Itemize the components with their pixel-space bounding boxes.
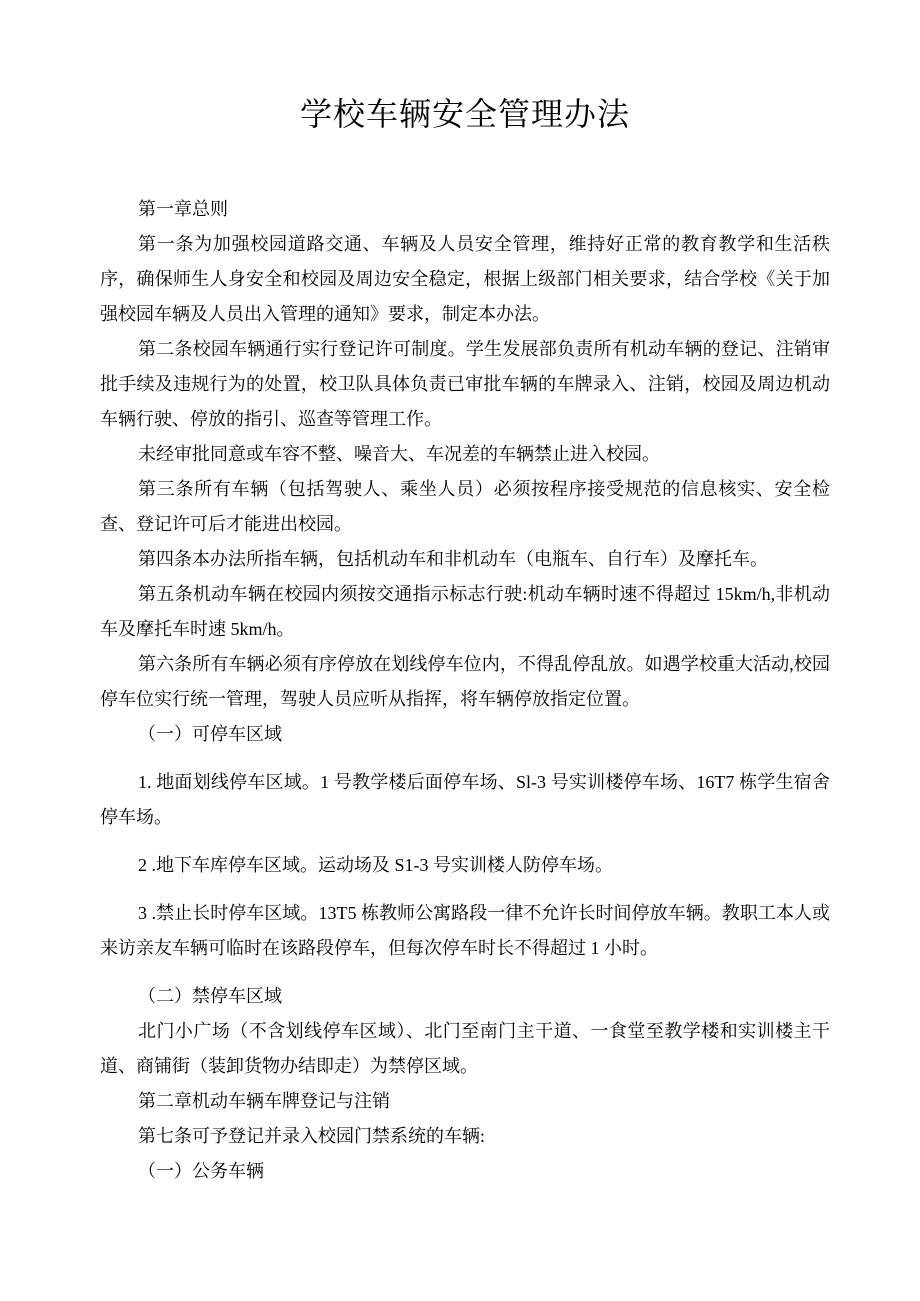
paragraph: 北门小广场（不含划线停车区域）、北门至南门主干道、一食堂至教学楼和实训楼主干道、商铺街（装卸货物办结即走）为禁停区域。 [100, 1021, 830, 1076]
paragraph: 第七条可予登记并录入校园门禁系统的车辆: [138, 1126, 485, 1146]
paragraph: 第五条机动车辆在校园内须按交通指示标志行驶:机动车辆时速不得超过 15km/h,非机动车及摩托车时速 5km/h。 [100, 584, 830, 639]
paragraph: 第一条为加强校园道路交通、车辆及人员安全管理，维持好正常的教育教学和生活秩序，确保师生人身安全和校园及周边安全稳定，根据上级部门相关要求，结合学校《关于加强校园车辆及人员出入管理的通知》要求，制定本办法。 [100, 234, 830, 324]
paragraph: （二）禁停车区域 [138, 986, 282, 1006]
paragraph: 第四条本办法所指车辆，包括机动车和非机动车（电瓶车、自行车）及摩托车。 [138, 549, 768, 569]
paragraph: （一）公务车辆 [138, 1161, 264, 1181]
paragraph: 第一章总则 [138, 199, 228, 219]
paragraph: 未经审批同意或车容不整、噪音大、车况差的车辆禁止进入校园。 [138, 444, 660, 464]
paragraph: 1. 地面划线停车区域。1 号教学楼后面停车场、Sl-3 号实训楼停车场、16T7 栋学生宿舍停车场。 [100, 772, 830, 827]
paragraph: 第二条校园车辆通行实行登记许可制度。学生发展部负责所有机动车辆的登记、注销审批手续及违规行为的处置，校卫队具体负责已审批车辆的车牌录入、注销，校园及周边机动车辆行驶、停放的指引、巡查等管理工作。 [100, 339, 830, 429]
paragraph: 第三条所有车辆（包括驾驶人、乘坐人员）必须按程序接受规范的信息核实、安全检查、登记许可后才能进出校园。 [100, 479, 830, 534]
document-title: 学校车辆安全管理办法 [299, 96, 630, 132]
paragraph: 2 .地下车库停车区域。运动场及 S1-3 号实训楼人防停车场。 [138, 855, 614, 875]
paragraph: 3 .禁止长时停车区域。13T5 栋教师公寓路段一律不允许长时间停放车辆。教职工本人或来访亲友车辆可临时在该路段停车，但每次停车时长不得超过 1 小时。 [100, 903, 830, 958]
paragraph: （一）可停车区域 [138, 724, 282, 744]
document-body [100, 192, 830, 1189]
paragraph: 第六条所有车辆必须有序停放在划线停车位内，不得乱停乱放。如遇学校重大活动,校园停车位实行统一管理，驾驶人员应听从指挥，将车辆停放指定位置。 [100, 654, 830, 709]
paragraph: 第二章机动车辆车牌登记与注销 [138, 1091, 390, 1111]
